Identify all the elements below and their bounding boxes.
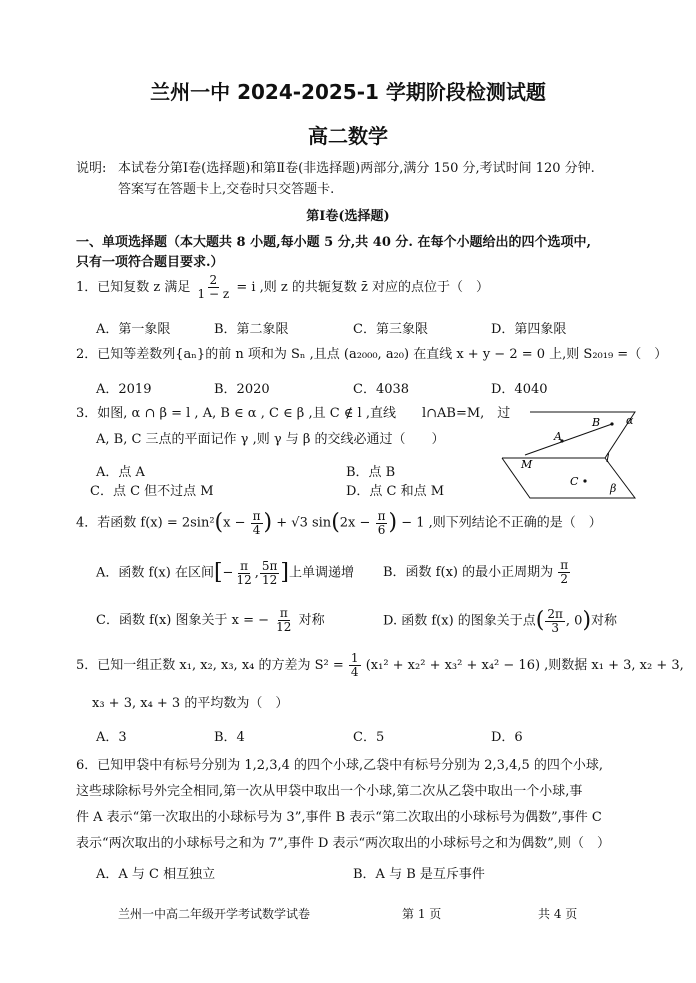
q4-opt-c-suffix: 对称 <box>298 613 325 628</box>
q4-opt-a-frac2-num: 5π <box>261 558 278 573</box>
q4-mid2: + √3 sin <box>276 515 332 531</box>
q5-frac-den: 4 <box>350 665 359 679</box>
q5-option-b: B．4 <box>214 730 245 745</box>
q4-opt-d-num: 2π <box>547 606 563 621</box>
q3-option-d: D．点 C 和点 M <box>346 484 445 499</box>
instructions-line1: 本试卷分第Ⅰ卷(选择题)和第Ⅱ卷(非选择题)两部分,满分 150 分,考试时间 120 分钟. <box>118 161 595 176</box>
q5-option-a: A．3 <box>96 730 127 745</box>
q3-option-a: A．点 A <box>96 465 145 480</box>
q4-opt-d-suffix: 对称 <box>591 613 618 629</box>
instructions-line2: 答案写在答题卡上,交卷时只交答题卡. <box>118 182 335 197</box>
q3-plane-figure <box>500 410 640 500</box>
label-a: A <box>554 430 562 443</box>
question-5 <box>76 652 684 680</box>
q4-option-c <box>96 606 325 636</box>
label-alpha: α <box>626 414 634 427</box>
footer-exam-name: 兰州一中高二年级开学考试数学试卷 <box>118 907 311 921</box>
q4-option-a: A．函数 f(x) 在区间[− $\frac{\pi}{12}$ , $\frac{5\pi}{12}$ ]上单调递增 <box>96 558 355 587</box>
q4-pi-num: π <box>252 508 261 523</box>
q1-fraction <box>196 274 232 301</box>
q4-opt-c-prefix: C．函数 f(x) 图象关于 x = − <box>96 613 270 628</box>
q1-frac-den: 1 − z <box>197 287 230 301</box>
section1-line1: 一、单项选择题（本大题共 8 小题,每小题 5 分,共 40 分. 在每个小题给出的四个选项中, <box>76 235 591 250</box>
q4-opt-a-frac2 <box>260 560 280 587</box>
q4-opt-b-frac <box>558 559 570 586</box>
q1-prefix: 1．已知复数 z 满足 <box>76 280 191 295</box>
q1-option-d: D．第四象限 <box>491 322 567 337</box>
q4-suffix: − 1 ,则下列结论不正确的是（ ） <box>401 515 602 531</box>
q4-opt-a-frac1-den: 12 <box>236 572 252 587</box>
label-c: C <box>570 475 579 488</box>
q1-option-a: A．第一象限 <box>96 322 171 337</box>
q4-opt-a-frac1 <box>234 560 253 587</box>
q4-mid3: 2x − <box>339 515 371 531</box>
q4-opt-c-den: 12 <box>276 620 292 634</box>
q6-option-b: B．A 与 B 是互斥事件 <box>353 867 485 882</box>
instructions-label: 说明: <box>76 161 107 176</box>
q3-option-c: C．点 C 但不过点 M <box>90 484 214 499</box>
q4-opt-a-frac1-num: π <box>240 558 249 573</box>
q4-opt-a-prefix: A．函数 f(x) 在区间 <box>96 565 214 581</box>
question-6-line1: 6．已知甲袋中有标号分别为 1,2,3,4 的四个小球,乙袋中有标号分别为 2,3,4,5 的四个小球, <box>76 758 604 773</box>
q1-option-b: B．第二象限 <box>214 322 289 337</box>
question-2: 2．已知等差数列{aₙ}的前 n 项和为 Sₙ ,且点 (a₂₀₀₀, a₂₀) 在直线 x + y − 2 = 0 上,则 S₂₀₁₉ =（ ） <box>76 347 668 362</box>
q4-option-b <box>383 558 571 588</box>
q2-option-a: A．2019 <box>96 382 152 397</box>
q4-opt-b-den: 2 <box>560 572 569 586</box>
q4-opt-c-num: π <box>279 606 288 620</box>
q4-mid1: x − <box>223 515 246 531</box>
q6-option-a: A．A 与 C 相互独立 <box>96 867 216 882</box>
q4-prefix: 4．若函数 f(x) = 2sin² <box>76 515 215 531</box>
q5-option-d: D．6 <box>491 730 523 745</box>
q4-four: 4 <box>252 522 261 537</box>
question-3-line2: A, B, C 三点的平面记作 γ ,则 γ 与 β 的交线必通过（ ） <box>96 432 445 447</box>
q4-opt-d-prefix: D. 函数 f(x) 的图象关于点 <box>383 613 536 629</box>
point-b <box>610 422 613 425</box>
question-4: 4．若函数 f(x) = 2sin²(x − $\frac{\pi}{4}$ ) + √3 sin(2x − $\frac{\pi}{6}$ ) − 1 ,则下列结论不正确的是（ ） <box>76 508 602 537</box>
q4-opt-a-frac2-den: 12 <box>262 572 278 587</box>
exam-subtitle: 高二数学 <box>308 124 388 148</box>
question-6-line4: 表示“两次取出的小球标号之和为 7”,事件 D 表示“两次取出的小球标号之和为偶数”,则（ ） <box>76 836 610 851</box>
q4-opt-b-prefix: B．函数 f(x) 的最小正周期为 <box>383 565 554 580</box>
label-b: B <box>592 416 601 429</box>
label-l: l <box>606 452 610 465</box>
q3-option-b: B．点 B <box>346 465 396 480</box>
q4-option-d: D. 函数 f(x) 的图象关于点( $\frac{2\pi}{3}$ , 0)对称 <box>383 606 618 635</box>
plane-alpha-outline <box>502 412 635 458</box>
q5-frac-num: 1 <box>350 651 359 665</box>
question-5-line2: x₃ + 3, x₄ + 3 的平均数为（ ） <box>92 696 289 711</box>
q1-suffix: = i ,则 z 的共轭复数 z̄ 对应的点位于（ ） <box>236 280 489 295</box>
q5-suffix: (x₁² + x₂² + x₃² + x₄² − 16) ,则数据 x₁ + 3, x₂ + 3, <box>365 658 684 673</box>
q4-opt-d-den: 3 <box>551 620 559 635</box>
q4-six: 6 <box>377 522 386 537</box>
label-m: M <box>521 458 533 471</box>
point-c <box>583 479 586 482</box>
footer-page-number: 第 1 页 <box>402 907 442 921</box>
q2-option-b: B．2020 <box>214 382 270 397</box>
q4-opt-c-frac <box>274 607 293 634</box>
q4-pi-num-2: π <box>377 508 386 523</box>
question-6-line2: 这些球除标号外完全相同,第一次从甲袋中取出一个小球,第二次从乙袋中取出一个小球,事 <box>76 784 583 799</box>
q5-option-c: C．5 <box>353 730 385 745</box>
question-1 <box>76 274 489 302</box>
q5-prefix: 5．已知一组正数 x₁, x₂, x₃, x₄ 的方差为 S² = <box>76 658 344 673</box>
footer-total-pages: 共 4 页 <box>538 907 578 921</box>
q4-opt-d-frac <box>545 608 565 635</box>
question-3-line1: 3．如图, α ∩ β = l , A, B ∈ α , C ∈ β ,且 C ∉ l ,直线 l∩AB=M, 过 <box>76 406 511 421</box>
q4-frac-pi-6 <box>376 510 388 537</box>
label-beta: β <box>610 482 617 495</box>
part1-heading: 第Ⅰ卷(选择题) <box>306 209 390 224</box>
section1-line2: 只有一项符合题目要求.） <box>76 255 224 270</box>
question-6-line3: 件 A 表示“第一次取出的小球标号为 3”,事件 B 表示“第二次取出的小球标号为偶数”,事件 C <box>76 810 602 825</box>
q4-opt-d-point: , 0 <box>565 613 583 629</box>
q2-option-c: C．4038 <box>353 382 410 397</box>
q5-fraction <box>349 652 361 679</box>
q4-opt-a-suffix: 上单调递增 <box>289 565 355 581</box>
q4-frac-pi-4 <box>251 510 263 537</box>
q2-option-d: D．4040 <box>491 382 548 397</box>
q1-frac-num: 2 <box>209 273 218 287</box>
q4-opt-b-num: π <box>560 558 569 572</box>
q1-option-c: C．第三象限 <box>353 322 428 337</box>
exam-title: 兰州一中 2024-2025-1 学期阶段检测试题 <box>150 80 546 104</box>
